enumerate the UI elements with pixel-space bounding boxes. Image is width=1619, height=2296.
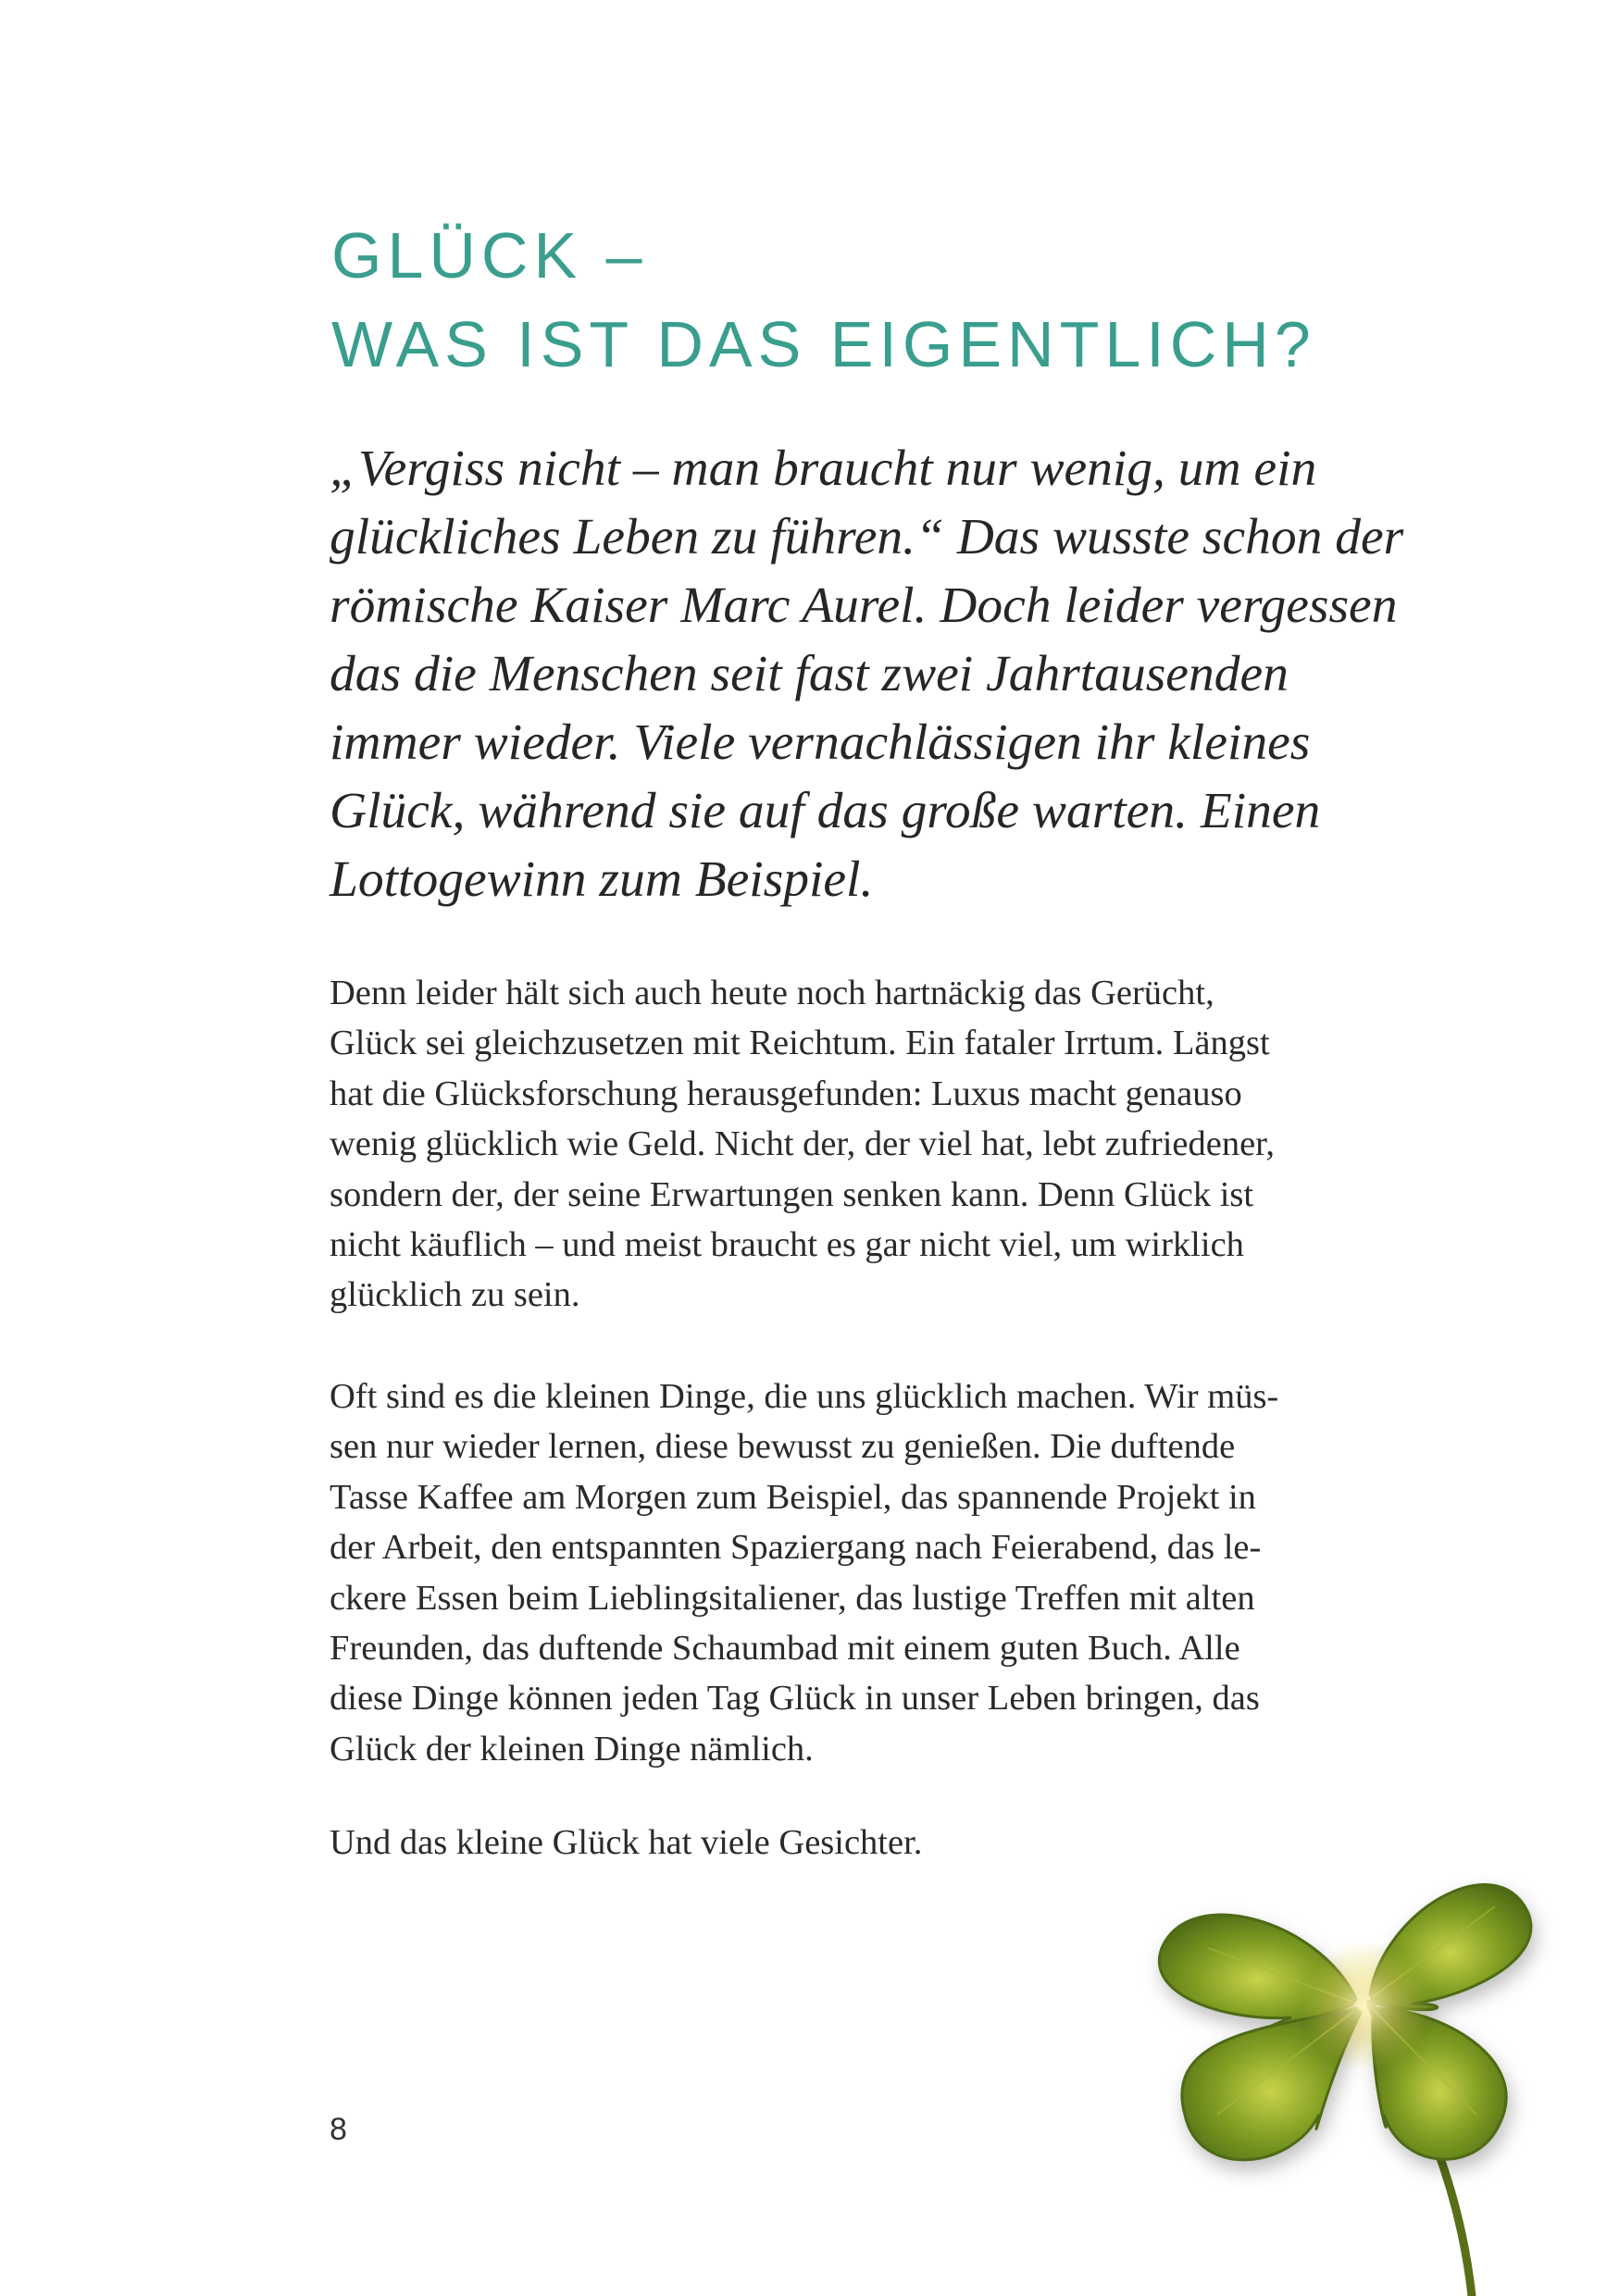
intro-line: glückliches Leben zu führen.“ Das wusste schon der <box>330 509 1404 565</box>
body-line: Und das kleine Glück hat viele Gesichter. <box>330 1823 923 1862</box>
chapter-title-line: WAS IST DAS EIGENTLICH? <box>331 308 1316 380</box>
body-line: der Arbeit, den entspannten Spaziergang nach Feierabend, das le- <box>330 1528 1262 1568</box>
intro-quote-paragraph <box>330 435 1422 914</box>
intro-line: „Vergiss nicht – man braucht nur wenig, um ein <box>330 441 1317 497</box>
chapter-title-line: GLÜCK – <box>331 219 648 292</box>
body-line: sen nur wieder lernen, diese bewusst zu genießen. Die duftende <box>330 1427 1236 1467</box>
body-line: nicht käuflich – und meist braucht es gar nicht viel, um wirklich <box>330 1225 1244 1265</box>
body-line: Glück sei gleichzusetzen mit Reichtum. Ein fataler Irrtum. Längst <box>330 1024 1270 1063</box>
body-line: ckere Essen beim Lieblingsitaliener, das lustige Treffen mit alten <box>330 1578 1255 1618</box>
intro-line: Glück, während sie auf das große warten. Einen <box>330 783 1321 839</box>
chapter-title <box>331 211 1316 389</box>
body-line: Glück der kleinen Dinge nämlich. <box>330 1729 814 1769</box>
intro-line: Lottogewinn zum Beispiel. <box>330 851 874 908</box>
intro-line: immer wieder. Viele vernachlässigen ihr kleines <box>330 714 1311 771</box>
body-paragraph-1 <box>330 968 1422 1321</box>
intro-line: das die Menschen seit fast zwei Jahrtausenden <box>330 646 1289 702</box>
body-line: diese Dinge können jeden Tag Glück in unser Leben bringen, das <box>330 1679 1260 1719</box>
body-line: hat die Glücksforschung herausgefunden: Luxus macht genauso <box>330 1074 1242 1113</box>
body-line: sondern der, der seine Erwartungen senken kann. Denn Glück ist <box>330 1174 1254 1214</box>
body-line: Denn leider hält sich auch heute noch hartnäckig das Gerücht, <box>330 974 1214 1012</box>
body-line: Oft sind es die kleinen Dinge, die uns glücklich machen. Wir müs- <box>330 1377 1279 1416</box>
body-line: wenig glücklich wie Geld. Nicht der, der viel hat, lebt zufriedener, <box>330 1124 1276 1164</box>
body-paragraph-2 <box>330 1371 1422 1774</box>
four-leaf-clover-image <box>1106 1809 1619 2296</box>
body-line: Freunden, das duftende Schaumbad mit einem guten Buch. Alle <box>330 1629 1240 1669</box>
page-number: 8 <box>330 2112 347 2147</box>
intro-line: römische Kaiser Marc Aurel. Doch leider vergessen <box>330 577 1398 634</box>
body-line: glücklich zu sein. <box>330 1275 580 1315</box>
body-line: Tasse Kaffee am Morgen zum Beispiel, das spannende Projekt in <box>330 1477 1256 1517</box>
